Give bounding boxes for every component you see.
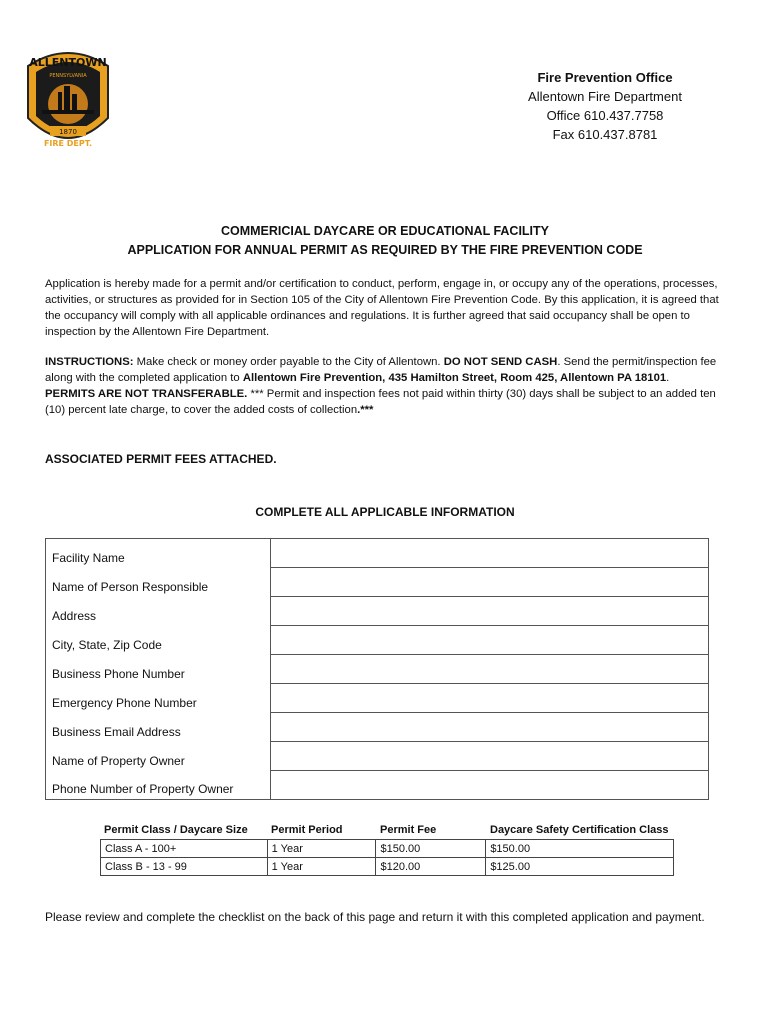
fire-department-logo xyxy=(20,46,116,154)
no-cash-notice: DO NOT SEND CASH xyxy=(443,356,558,368)
table-cell: 1 Year xyxy=(267,840,376,858)
field-label: Phone Number of Property Owner xyxy=(46,771,271,800)
field-label: Business Email Address xyxy=(46,713,271,742)
field-label: Name of Person Responsible xyxy=(46,568,271,597)
property-owner-field[interactable] xyxy=(271,742,709,771)
table-row xyxy=(46,713,709,742)
instructions-text-1: Make check or money order payable to the City of Allentown. xyxy=(133,356,444,368)
associated-fees-heading: ASSOCIATED PERMIT FEES ATTACHED. xyxy=(45,452,277,466)
instructions-label: INSTRUCTIONS: xyxy=(45,356,134,368)
header-permit-period: Permit Period xyxy=(271,824,343,836)
document-title xyxy=(0,222,770,260)
header-certification-class: Daycare Safety Certification Class xyxy=(490,824,669,836)
field-label: Name of Property Owner xyxy=(46,742,271,771)
table-row xyxy=(46,771,709,800)
emergency-phone-field[interactable] xyxy=(271,684,709,713)
office-phone: Office 610.437.7758 xyxy=(546,108,664,123)
header-permit-fee: Permit Fee xyxy=(380,824,437,836)
table-cell: $150.00 xyxy=(486,840,674,858)
table-row xyxy=(101,840,674,858)
facility-info-table xyxy=(45,538,709,800)
city-state-zip-field[interactable] xyxy=(271,626,709,655)
office-name: Fire Prevention Office xyxy=(537,70,673,85)
business-email-field[interactable] xyxy=(271,713,709,742)
fee-table xyxy=(100,839,674,876)
field-label: Business Phone Number xyxy=(46,655,271,684)
table-cell: 1 Year xyxy=(267,858,376,876)
table-cell: $120.00 xyxy=(376,858,486,876)
table-row xyxy=(101,858,674,876)
table-row xyxy=(46,597,709,626)
footer-note: Please review and complete the checklist on the back of this page and return it with this completed application and payment. xyxy=(45,910,705,924)
field-label: Emergency Phone Number xyxy=(46,684,271,713)
business-phone-field[interactable] xyxy=(271,655,709,684)
table-cell: Class B - 13 - 99 xyxy=(101,858,268,876)
intro-paragraph: Application is hereby made for a permit and/or certification to conduct, perform, engage in, or occupy any of the operations, processes, activities, or structures as provided for in Section 105 of the City of Allentown Fire Prevention Code. By this application, it is agreed that the occupancy will comply with all applicable ordinances and regulations. It is further agreed that said occupancy shall be open to inspection by the Allentown Fire Department. xyxy=(45,278,719,338)
field-label: Facility Name xyxy=(46,539,271,568)
table-row xyxy=(46,655,709,684)
logo-text-top: ALLENTOWN xyxy=(29,56,107,69)
property-owner-phone-field[interactable] xyxy=(271,771,709,800)
table-row xyxy=(46,684,709,713)
table-cell: $125.00 xyxy=(486,858,674,876)
mailing-address: Allentown Fire Prevention, 435 Hamilton Street, Room 425, Allentown PA 18101 xyxy=(242,372,667,384)
department-name: Allentown Fire Department xyxy=(528,89,682,104)
office-fax: Fax 610.437.8781 xyxy=(552,127,658,142)
table-cell: $150.00 xyxy=(376,840,486,858)
logo-text-bottom: FIRE DEPT. xyxy=(43,139,93,148)
office-contact-block xyxy=(470,68,740,144)
instructions-text-3: . xyxy=(666,372,670,384)
not-transferable-notice: PERMITS ARE NOT TRANSFERABLE. xyxy=(45,388,248,400)
complete-info-heading: COMPLETE ALL APPLICABLE INFORMATION xyxy=(255,505,515,519)
instructions-text-4: *** Permit and inspection fees not paid within thirty (30) days shall be subject to an added ten (10) percent late charge, to cover the added costs of collection xyxy=(45,388,716,416)
table-row xyxy=(46,626,709,655)
table-cell: Class A - 100+ xyxy=(101,840,268,858)
facility-name-field[interactable] xyxy=(271,539,709,568)
header-permit-class: Permit Class / Daycare Size xyxy=(104,824,248,836)
logo-text-state: PENNSYLVANIA xyxy=(49,73,87,79)
instructions-end: .*** xyxy=(357,404,374,416)
field-label: City, State, Zip Code xyxy=(46,626,271,655)
field-label: Address xyxy=(46,597,271,626)
instructions-text-2: . Send the permit/inspection fee along with the completed application to xyxy=(45,356,717,384)
table-row xyxy=(46,742,709,771)
title-line-1: COMMERICIAL DAYCARE OR EDUCATIONAL FACILITY xyxy=(220,224,550,238)
table-row xyxy=(46,539,709,568)
title-line-2: APPLICATION FOR ANNUAL PERMIT AS REQUIRED BY THE FIRE PREVENTION CODE xyxy=(127,243,643,257)
table-row xyxy=(46,568,709,597)
instructions-paragraph xyxy=(45,354,735,418)
logo-year: 1870 xyxy=(59,128,77,136)
person-responsible-field[interactable] xyxy=(271,568,709,597)
address-field[interactable] xyxy=(271,597,709,626)
